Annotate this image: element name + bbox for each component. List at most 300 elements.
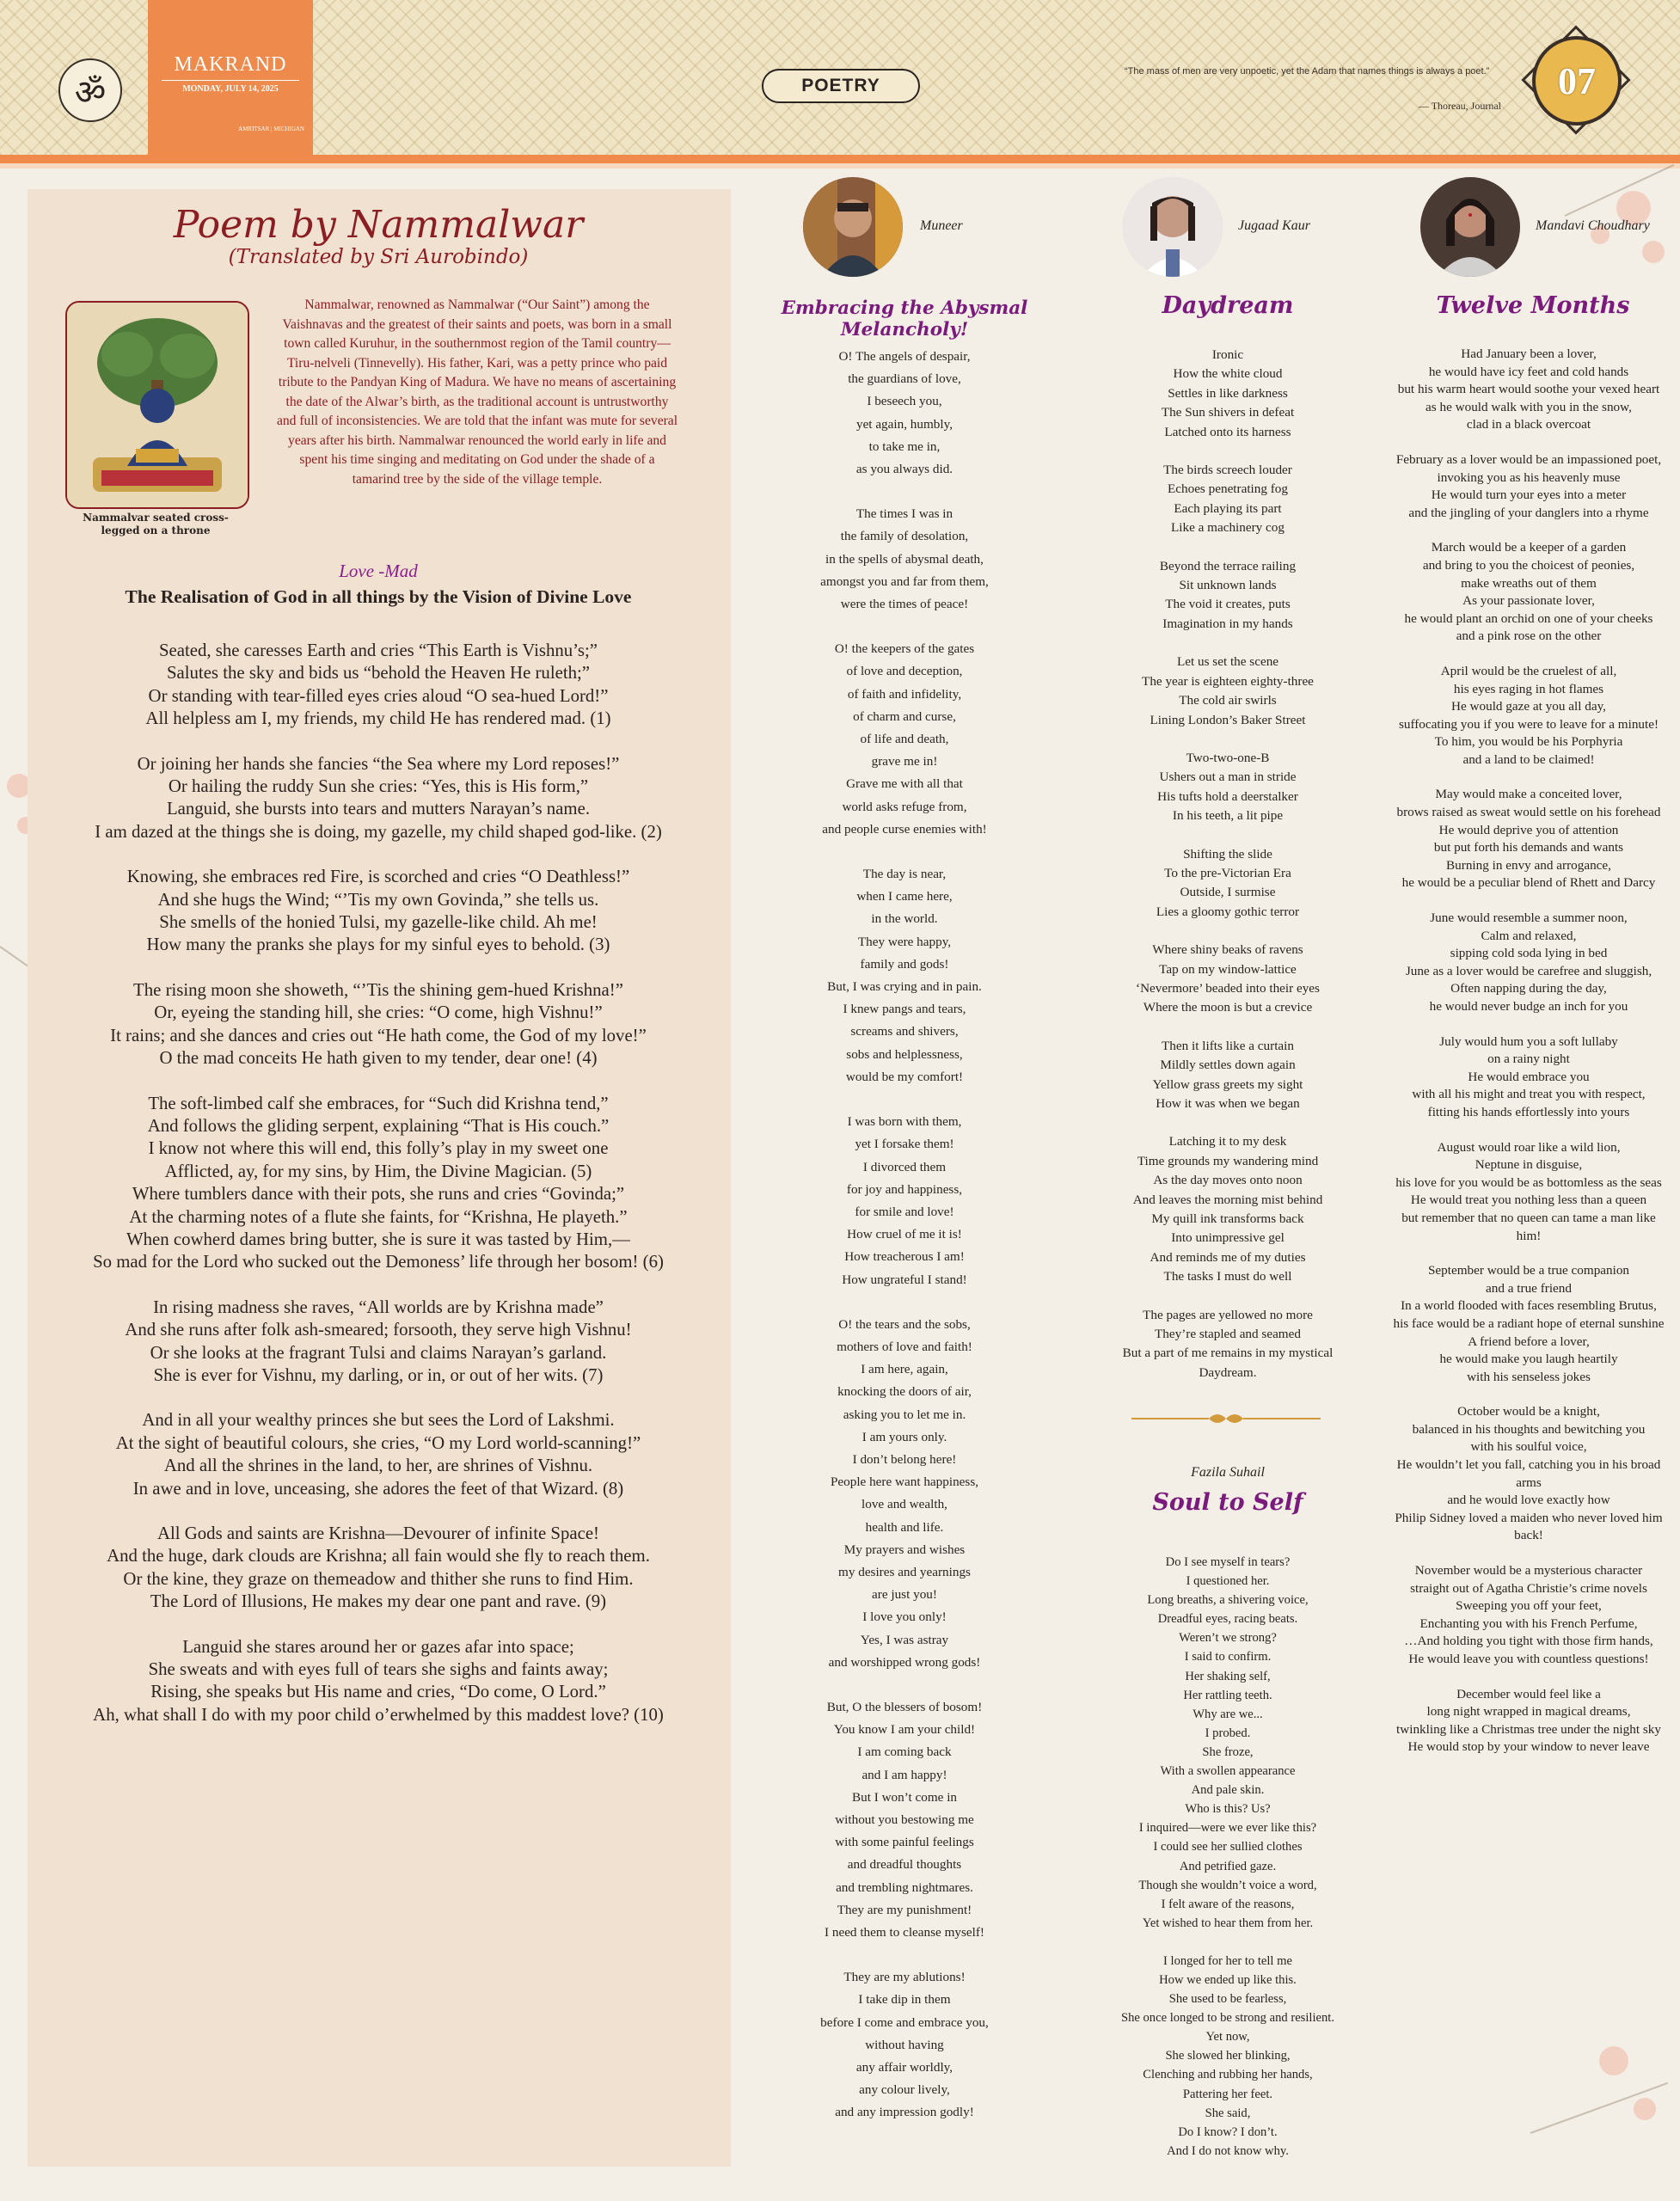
verse-line: my desires and yearnings [838,1564,971,1579]
verse-line: health and life. [865,1519,944,1535]
verse-line: I need them to cleanse myself! [825,1925,984,1940]
stanza [86,979,671,1070]
verse-line: August would roar like a wild lion, [1437,1139,1621,1155]
stanza [1075,461,1381,538]
verse-line: Latched onto its harness [1164,424,1291,439]
verse-line: March would be a keeper of a garden [1431,540,1627,555]
nammalwar-portrait [65,301,249,509]
verse-line: Calm and relaxed, [1481,928,1577,943]
stanza [753,638,1056,841]
verse-line: Do I know? I don’t. [1178,2124,1278,2139]
verse-line: The Lord of Illusions, He makes my dear one pant and rave. (9) [150,1591,607,1612]
verse-line: long night wrapped in magical dreams, [1426,1704,1631,1720]
verse-line: Her shaking self, [1185,1669,1271,1683]
feature-title: Poem by Nammalwar [173,203,584,247]
verse-line: in the spells of abysmal death, [825,551,984,567]
verse-line: But I won’t come in [851,1789,958,1805]
verse-line: Ushers out a man in stride [1159,769,1297,785]
verse-line: clad in a black overcoat [1466,417,1591,432]
verse-line: The void it creates, puts [1165,597,1291,612]
verse-line: Dreadful eyes, racing beats. [1157,1612,1298,1627]
verse-line: You know I am your child! [833,1722,976,1738]
verse-line: and trembling nightmares. [836,1879,973,1895]
author-name: Mandavi Choudhary [1536,218,1650,233]
header-rule [0,155,1680,163]
verse-line: February as a lover would be an impassioned poet, [1395,451,1662,467]
verse-line: invoking you as his heavenly muse [1437,469,1621,485]
verse-line: Daydream. [1199,1364,1257,1380]
blossom-decoration-icon [1634,2098,1656,2120]
verse-line: Yellow grass greets my sight [1152,1076,1303,1092]
verse-line: and I am happy! [861,1767,947,1782]
poem-title: Embracing the Abysmal Melancholy! [781,297,1028,340]
verse-line: The year is eighteen eighty-three [1142,673,1314,689]
verse-line: Yet wished to hear them from her. [1142,1916,1314,1930]
verse-line: his love for you would be as bottomless as the seas [1395,1174,1662,1190]
verse-line: He would leave you with countless questions! [1408,1652,1649,1666]
verse-line: He would deprive you of attention [1438,822,1619,837]
verse-line: yet again, humbly, [855,416,953,432]
verse-line: October would be a knight, [1457,1404,1600,1419]
verse-line: as he would walk with you in the snow, [1426,399,1632,414]
verse-line: In his teeth, a lit pipe [1172,808,1284,824]
verse-line: I felt aware of the reasons, [1161,1897,1295,1911]
verse-line: And reminds me of my duties [1150,1249,1306,1265]
verse-line: And in all your wealthy princes she but sees the Lord of Lakshmi. [142,1410,615,1431]
verse-line: November would be a mysterious character [1414,1563,1643,1579]
poem-title: Soul to Self [1152,1489,1303,1516]
verse-line: Languid she stares around her or gazes afar into space; [182,1636,574,1657]
verse-line: I questioned her. [1186,1574,1270,1589]
verse-line: love and wealth, [861,1497,947,1512]
verse-line: Often napping during the day, [1450,981,1607,996]
verse-line: with his senseless jokes [1467,1369,1591,1384]
verse-line: So mad for the Lord who sucked out the Demoness’ life through her bosom! (6) [93,1252,664,1272]
verse-line: In awe and in love, unceasing, she adores the feet of that Wizard. (8) [132,1478,624,1499]
author-name: Fazila Suhail [1191,1465,1265,1480]
verse-line: How we ended up like this. [1159,1972,1297,1987]
verse-line: Her rattling teeth. [1183,1688,1272,1702]
verse-line: June as a lover would be carefree and sluggish, [1405,963,1652,978]
verse-line: the family of desolation, [840,529,969,544]
edition-place: AMRITSAR | MICHIGAN [238,126,304,132]
verse-line: mothers of love and faith! [837,1339,972,1354]
stanza [1393,786,1665,892]
verse-line: he would be a peculiar blend of Rhett and Darcy [1401,875,1656,891]
verse-line: Though she wouldn’t voice a word, [1138,1878,1317,1892]
verse-line: And all the shrines in the land, to her, are shrines of Vishnu. [163,1456,593,1476]
verse-line: But, O the blessers of bosom! [826,1699,983,1714]
verse-line: Salutes the sky and bids us “behold the Heaven He ruleth;” [166,663,591,684]
verse-line: Languid, she bursts into tears and mutters Narayan’s name. [166,799,591,819]
ornamental-divider-icon [1131,1410,1321,1427]
verse-line: It rains; and she dances and cries out “He hath come, the God of my love!” [110,1025,647,1045]
verse-line: Settles in like darkness [1168,385,1288,401]
verse-line: the guardians of love, [848,371,961,387]
verse-line: How cruel of me it is! [847,1227,962,1242]
verse-line: He would stop by your window to never leave [1407,1739,1650,1755]
verse-line: without you bestowing me [835,1812,974,1827]
stanza [86,1523,671,1614]
verse-line: I know not where this will end, this folly’s play in my sweet one [148,1138,609,1159]
verse-line: She froze, [1202,1744,1254,1759]
verse-line: How ungrateful I stand! [842,1272,967,1287]
stanza [1075,1952,1381,2161]
verse-line: Into unimpressive gel [1171,1230,1285,1246]
verse-line: April would be the cruelest of all, [1440,663,1617,678]
verse-line: When cowherd dames bring butter, she is sure it was tasted by Him,— [126,1229,630,1249]
verse-line: Two-two-one-B [1186,750,1270,765]
verse-line: any colour lively, [859,2082,950,2098]
verse-line: for joy and happiness, [846,1181,963,1197]
verse-line: when I came here, [856,889,953,904]
author-name: Muneer [920,218,963,233]
verse-line: To the pre-Victorian Era [1164,865,1291,880]
verse-line: Sit unknown lands [1179,578,1277,593]
verse-line: Like a machinery cog [1171,520,1285,536]
verse-line: Imagination in my hands [1162,616,1293,631]
brand-name: MAKRAND [174,53,287,76]
verse-line: Then it lifts like a curtain [1162,1038,1294,1053]
poem-title: Daydream [1162,292,1294,319]
verse-line: he would have icy feet and cold hands [1428,364,1629,379]
verse-line: He would turn your eyes into a meter [1431,487,1627,503]
verse-line: December would feel like a [1456,1686,1601,1701]
verse-line: As your passionate lover, [1462,593,1595,609]
verse-line: O! the tears and the sobs, [838,1316,971,1332]
verse-line: with some painful feelings [835,1835,974,1850]
verse-line: any affair worldly, [855,2060,953,2075]
verse-line: Sweeping you off your feet, [1456,1598,1602,1614]
verse-line: and bring to you the choicest of peonies, [1422,557,1635,573]
quote-attribution: — Thoreau, Journal [1418,100,1501,112]
stanza [1393,346,1665,434]
verse-line: She smells of the honied Tulsi, my gazelle-like child. Ah me! [159,912,598,933]
verse-line: Weren’t we strong? [1179,1631,1277,1646]
verse-line: Echoes penetrating fog [1167,481,1288,497]
verse-line: How the white cloud [1173,366,1283,382]
stanza [1075,1037,1381,1114]
verse-line: In rising madness she raves, “All worlds are by Krishna made” [153,1297,604,1317]
verse-line: The birds screech louder [1163,463,1292,478]
verse-line: But a part of me remains in my mystical [1122,1346,1334,1361]
verse-line: and the jingling of your danglers into a rhyme [1408,505,1649,520]
stanza [86,753,671,844]
verse-line: The tasks I must do well [1163,1269,1292,1284]
verse-line: With a swollen appearance [1160,1764,1296,1779]
verse-line: yet I forsake them! [855,1137,954,1152]
verse-line: Where shiny beaks of ravens [1152,942,1303,958]
verse-line: I am coming back [857,1744,952,1760]
verse-line: People here want happiness, [830,1474,979,1490]
verse-line: Ironic [1211,347,1244,362]
verse-line: with his soulful voice, [1470,1439,1587,1455]
verse-line: on a rainy night [1487,1051,1570,1067]
verse-line: Knowing, she embraces red Fire, is scorched and cries “O Deathless!” [126,867,630,887]
verse-line: How treacherous I am! [844,1249,965,1265]
verse-line: Rising, she speaks but His name and cries, “Do come, O Lord.” [150,1682,606,1702]
verse-line: The times I was in [855,506,953,522]
stanza [1393,1403,1665,1545]
poem-verse [1075,1553,1381,2161]
verse-line: I probed. [1205,1726,1251,1740]
poem-title: Twelve Months [1436,292,1630,319]
verse-line: She is ever for Vishnu, my darling, or in, or out of her wits. (7) [153,1364,604,1385]
verse-line: …And holding you tight with those firm hands, [1404,1634,1653,1649]
verse-line: Yes, I was astray [860,1632,949,1647]
stanza [1075,346,1381,442]
verse-line: The soft-limbed calf she embraces, for “Such did Krishna tend,” [148,1093,609,1113]
verse-line: They’re stapled and seamed [1155,1327,1301,1342]
verse-line: I longed for her to tell me [1163,1953,1292,1968]
stanza [1075,1132,1381,1286]
verse-line: The pages are yellowed no more [1143,1307,1313,1322]
verse-line: Do I see myself in tears? [1165,1555,1291,1569]
verse-line: I knew pangs and tears, [843,1002,966,1017]
verse-line: brows raised as sweat would settle on his forehead [1396,805,1661,820]
verse-line: Lies a gloomy gothic terror [1156,904,1300,919]
verse-line: He wouldn’t let you fall, catching you in his broad arms [1396,1457,1661,1490]
verse-line: were the times of peace! [840,597,969,612]
verse-line: of faith and infidelity, [847,686,962,702]
verse-line: would be my comfort! [845,1069,964,1084]
verse-line: How it was when we began [1156,1096,1300,1111]
verse-line: his face would be a radiant hope of eternal sunshine [1393,1315,1665,1331]
verse-line: And petrified gaze. [1179,1859,1277,1873]
verse-line: and a land to be claimed! [1462,751,1595,767]
verse-line: to take me in, [868,438,941,454]
verse-line: She said, [1205,2106,1251,2120]
verse-line: Pattering her feet. [1182,2087,1273,2101]
stanza [753,1111,1056,1291]
verse-line: he would never budge an inch for you [1429,999,1628,1014]
poem-label: Love -Mad [339,561,418,581]
verse-line: The day is near, [862,867,947,882]
author-avatar-mandavi-choudhary [1420,177,1520,277]
stanza [1075,1553,1381,1933]
verse-line: The rising moon she showeth, “’Tis the shining gem-hued Krishna!” [133,979,623,1000]
seated-saint-illustration-icon [67,303,248,507]
header-quote: “The mass of men are very unpoetic, yet the Adam that names things is always a poet.” [1125,66,1490,77]
verse-line: She slowed her blinking, [1165,2049,1291,2063]
verse-line: She once longed to be strong and resilient. [1120,2011,1335,2026]
stanza [86,1636,671,1727]
verse-line: Or standing with tear-filled eyes cries aloud “O sea-hued Lord!” [148,685,609,706]
verse-line: screams and shivers, [850,1024,959,1039]
verse-line: and any impression godly! [835,2105,974,2120]
verse-line: but remember that no queen can tame a man like him! [1401,1210,1656,1243]
verse-line: Grave me with all that [846,776,963,792]
verse-line: And leaves the morning mist behind [1132,1192,1323,1207]
issue-date: MONDAY, JULY 14, 2025 [182,84,279,94]
verse-line: But, I was crying and in pain. [827,979,982,995]
verse-line: I am dazed at the things she is doing, my gazelle, my child shaped god-like. (2) [95,821,662,842]
verse-line: in the world. [871,911,938,927]
verse-line: Or, eyeing the standing hill, she cries: “O come, high Vishnu!” [154,1002,603,1023]
verse-line: They were happy, [857,934,952,949]
verse-line: knocking the doors of air, [837,1384,972,1400]
stanza [1393,1262,1665,1386]
verse-line: Or joining her hands she fancies “the Sea where my Lord reposes!” [137,753,620,774]
verse-line: I divorced them [862,1159,947,1174]
author-avatar-jugaad-kaur [1123,177,1223,277]
verse-line: he would plant an orchid on one of your cheeks [1404,610,1653,626]
verse-line: and a pink rose on the other [1456,628,1602,644]
verse-line: Burning in envy and arrogance, [1446,857,1611,873]
verse-line: I love you only! [862,1609,947,1625]
verse-line: In a world flooded with faces resembling Brutus, [1401,1298,1657,1314]
verse-line: but put forth his demands and wants [1433,840,1624,855]
poem-verse [1393,346,1665,1757]
verse-line: And pale skin. [1191,1783,1265,1798]
verse-line: The Sun shivers in defeat [1161,405,1295,420]
portrait-caption: Nammalvar seated cross-legged on a throne [83,512,229,536]
verse-line: Shifting the slide [1183,846,1272,861]
verse-line: May would make a conceited lover, [1435,787,1622,802]
verse-line: of life and death, [860,732,949,747]
verse-line: And the huge, dark clouds are Krishna; all fain would she fly to reach them. [107,1546,650,1566]
verse-line: Clenching and rubbing her hands, [1143,2068,1313,2082]
verse-line: Where tumblers dance with their pots, she runs and cries “Govinda;” [132,1184,625,1205]
poem-verse [1075,346,1381,1383]
intro-paragraph: Nammalwar, renowned as Nammalwar (“Our Saint”) among the Vaishnavas and the greatest of their saints and poets, was born in a small town called Kuruhur, in the southernmost region of the Tamil country—Tiru-nelveli (Tinnevelly). His father, Kari, was a petty prince who paid tribute to the Pandyan King of Madura. We have no means of ascertaining the date of the Alwar’s birth, as the traditional account is untrustworthy and full of inconsistencies. We are told that the infant was mute for several years after his birth. Nammalwar renounced the world early in life and spent his time singing and meditating on God under the shade of a tamarind tree by the side of the village temple. [276,297,678,487]
verse-line: and worshipped wrong gods! [828,1654,981,1670]
verse-line: without having [865,2037,944,2052]
verse-line: Or the kine, they graze on themeadow and thither she runs to find Him. [123,1568,634,1589]
section-label: POETRY [762,69,920,103]
verse-line: before I come and embrace you, [820,2014,989,2030]
verse-line: Let us set the scene [1176,654,1279,670]
verse-line: Time grounds my wandering mind [1137,1153,1319,1168]
stanza [753,503,1056,616]
verse-line: Or hailing the ruddy Sun she cries: “Yes, this is His form,” [168,776,589,797]
stanza [86,1297,671,1388]
stanza [1075,1306,1381,1383]
stanza [1393,663,1665,769]
verse-line: June would resemble a summer noon, [1430,910,1628,926]
verse-line: make wreaths out of them [1461,575,1597,591]
verse-line: He would gaze at you all day, [1451,699,1606,714]
verse-line: fitting his hands effortlessly into yours [1427,1104,1630,1119]
verse-line: I inquired—were we ever like this? [1138,1821,1317,1836]
verse-line: July would hum you a soft lullaby [1439,1033,1618,1049]
page-number: 07 [1558,59,1596,102]
verse-line: world asks refuge from, [842,799,967,814]
verse-line: At the sight of beautiful colours, she cries, “O my Lord world-scanning!” [115,1432,641,1453]
verse-line: Beyond the terrace railing [1159,558,1297,573]
verse-line: And follows the gliding serpent, explaining “That is His couch.” [147,1115,610,1136]
verse-line: They are my punishment! [837,1902,972,1917]
poem-heading: The Realisation of God in all things by the Vision of Divine Love [125,586,632,607]
verse-line: September would be a true companion [1427,1263,1630,1278]
verse-line: amongst you and far from them, [820,573,989,589]
verse-line: and people curse enemies with! [822,821,987,837]
verse-line: Afflicted, ay, for my sins, by Him, the Divine Magician. (5) [164,1161,592,1181]
verse-line: I am yours only. [861,1429,947,1444]
verse-line: All Gods and saints are Krishna—Devourer of infinite Space! [156,1524,599,1543]
verse-line: Where the moon is but a crevice [1143,1000,1313,1015]
verse-line: I take dip in them [858,1992,951,2008]
verse-line: he would make you laugh heartily [1439,1352,1618,1367]
verse-line: but his warm heart would soothe your vexed heart [1397,382,1660,397]
stanza [1393,539,1665,646]
verse-line: of love and deception, [846,664,963,679]
verse-line: and a true friend [1486,1280,1572,1296]
blossom-decoration-icon [1642,241,1665,263]
verse-line: And I do not know why. [1167,2143,1289,2158]
verse-line: And she runs after folk ash-smeared; forsooth, they serve high Vishnu! [125,1320,632,1340]
verse-line: Long breaths, a shivering voice, [1147,1593,1309,1608]
blossom-decoration-icon [1599,2046,1628,2075]
verse-line: Latching it to my desk [1168,1134,1287,1150]
verse-line: Had January been a lover, [1461,346,1597,361]
verse-line: as you always did. [855,462,953,477]
verse-line: ‘Nevermore’ beaded into their eyes [1136,980,1320,996]
verse-line: and dreadful thoughts [847,1857,962,1873]
poem-verse [753,346,1056,2124]
verse-line: My quill ink transforms back [1151,1211,1304,1227]
verse-line: She sweats and with eyes full of tears she sighs and faints away; [148,1659,609,1680]
stanza [1393,1033,1665,1122]
stanza [86,1093,671,1274]
stanza [1393,451,1665,522]
verse-line: Mildly settles down again [1160,1058,1296,1073]
verse-line: O! The angels of despair, [838,349,971,364]
stanza [86,640,671,731]
stanza [1075,941,1381,1018]
stanza [86,866,671,957]
verse-line: family and gods! [860,956,949,972]
stanza [753,1696,1056,1944]
stanza [1393,910,1665,1016]
om-logo-icon: ॐ [58,58,122,122]
stanza [753,1314,1056,1674]
verse-line: His tufts hold a deerstalker [1157,788,1298,804]
verse-line: To him, you would be his Porphyria [1434,734,1623,750]
author-name: Jugaad Kaur [1238,218,1310,233]
stanza [1393,1562,1665,1669]
verse-line: Tap on my window-lattice [1159,961,1297,977]
verse-line: Yet now, [1205,2030,1250,2045]
header-rule-light [0,163,1680,169]
verse-line: A friend before a lover, [1468,1333,1590,1349]
verse-line: and he would love exactly how [1447,1493,1610,1508]
verse-line: for smile and love! [855,1204,954,1219]
stanza [1393,1139,1665,1246]
verse-line: I don’t belong here! [852,1451,957,1467]
verse-line: As the day moves onto noon [1153,1173,1303,1188]
page-number-badge [1520,24,1627,131]
stanza [753,346,1056,481]
verse-line: with all his might and treat you with respect, [1412,1087,1646,1102]
verse-line: grave me in! [871,754,938,769]
verse-line: The cold air swirls [1179,693,1277,708]
verse-line: sobs and helplessness, [846,1046,963,1062]
stanza [753,863,1056,1088]
verse-line: Or she looks at the fragrant Tulsi and claims Narayan’s garland. [150,1342,607,1363]
verse-line: Enchanting you with his French Perfume, [1419,1615,1638,1631]
verse-line: O the mad conceits He hath given to my tender, dear one! (4) [159,1048,598,1069]
verse-line: How many the pranks she plays for my sinful eyes to behold. (3) [146,935,610,955]
stanza [1075,845,1381,923]
verse-line: Why are we... [1193,1707,1263,1721]
stanza [1075,749,1381,826]
stanza [1393,1686,1665,1757]
author-avatar-muneer [803,177,903,277]
main-poem [86,640,671,1749]
verse-line: She used to be fearless, [1168,1992,1287,2007]
verse-line: I could see her sullied clothes [1153,1840,1303,1855]
